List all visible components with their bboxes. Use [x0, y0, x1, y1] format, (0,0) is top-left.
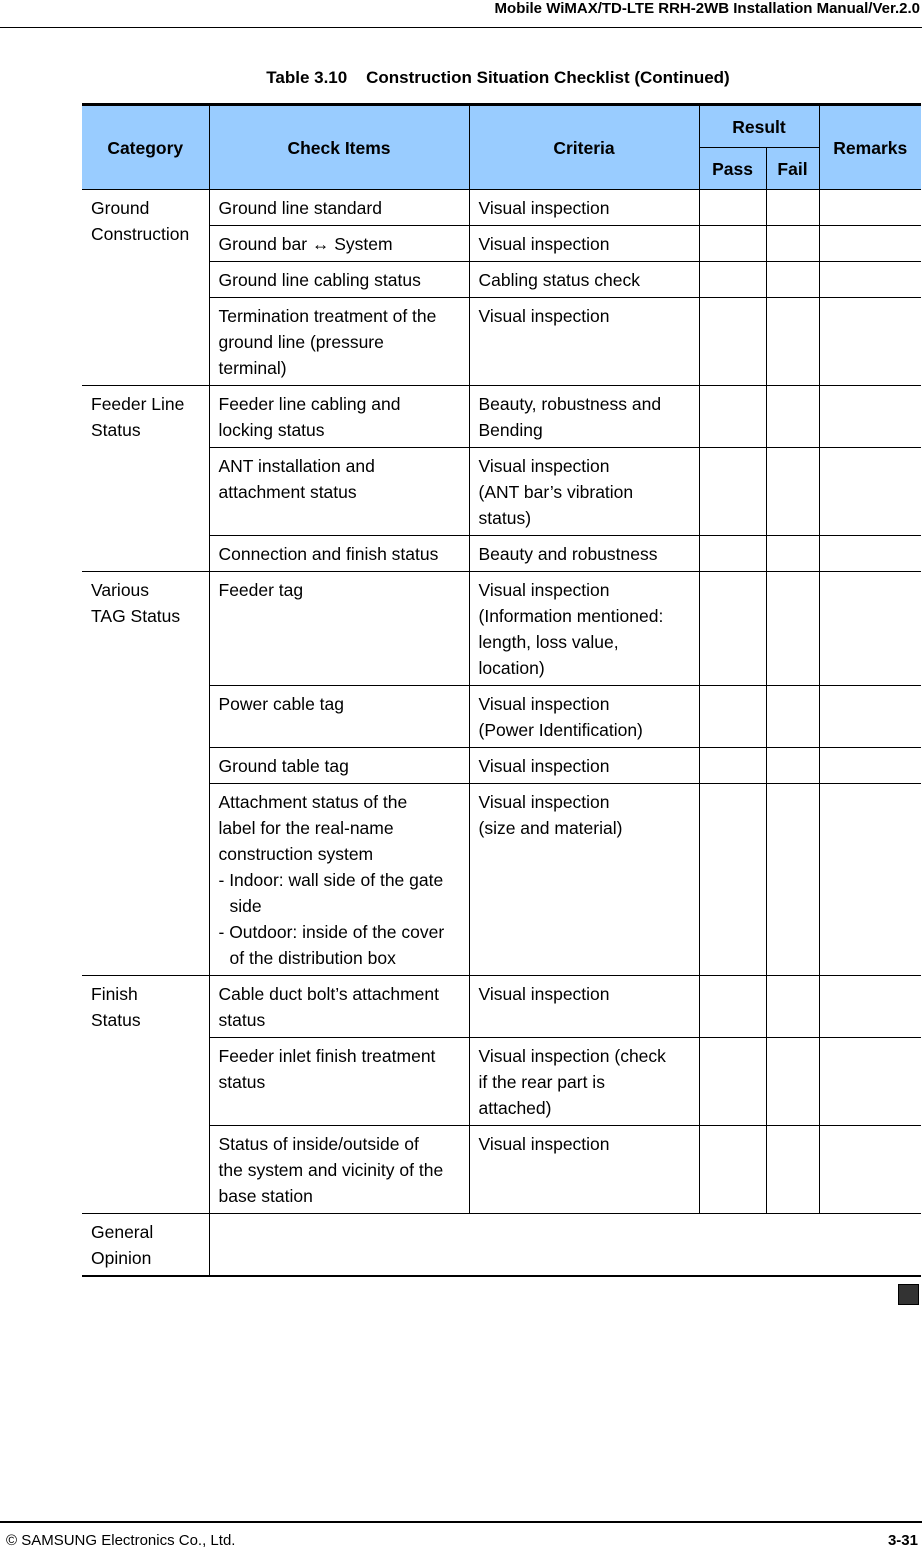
- cell-line: - Outdoor: inside of the cover of the distribution box: [218, 922, 445, 968]
- pass-cell[interactable]: [699, 190, 766, 226]
- criteria-cell: [469, 262, 699, 298]
- page-number: 3-31: [887, 1532, 918, 1549]
- cell-line: Power cable tag: [218, 694, 344, 714]
- criteria-cell: [469, 1038, 699, 1126]
- check-item-cell: [209, 572, 469, 686]
- criteria-cell: [469, 536, 699, 572]
- cell-line: Ground line cabling status: [218, 270, 421, 290]
- remarks-cell[interactable]: [819, 748, 921, 784]
- check-item-cell: [209, 298, 469, 386]
- cell-line: location): [478, 658, 545, 678]
- cell-line: Status: [91, 420, 141, 440]
- cell-line: Beauty, robustness and: [478, 394, 662, 414]
- cell-line: Attachment status of the: [218, 792, 408, 812]
- table-row: [82, 190, 921, 226]
- cell-line: TAG Status: [91, 606, 181, 626]
- cell-line: construction system: [218, 844, 374, 864]
- cell-line: Cable duct bolt’s attachment: [218, 984, 440, 1004]
- remarks-cell[interactable]: [819, 1038, 921, 1126]
- wimax-logo-icon: [898, 1284, 919, 1305]
- check-item-cell: [209, 190, 469, 226]
- remarks-cell[interactable]: [819, 298, 921, 386]
- cell-line: Feeder line cabling and: [218, 394, 401, 414]
- cell-line: (Information mentioned:: [478, 606, 664, 626]
- category-cell: [82, 976, 209, 1214]
- cell-line: (Power Identification): [478, 720, 643, 740]
- general-opinion-label: [82, 1214, 209, 1277]
- fail-cell[interactable]: [766, 686, 819, 748]
- cell-line: ground line (pressure: [218, 332, 384, 352]
- fail-cell[interactable]: [766, 748, 819, 784]
- cell-line: status: [218, 1072, 266, 1092]
- pass-cell[interactable]: [699, 572, 766, 686]
- general-opinion-field[interactable]: [209, 1214, 921, 1277]
- copyright: © SAMSUNG Electronics Co., Ltd.: [6, 1532, 236, 1549]
- pass-cell[interactable]: [699, 262, 766, 298]
- cell-line: locking status: [218, 420, 325, 440]
- cell-line: Termination treatment of the: [218, 306, 437, 326]
- cell-line: terminal): [218, 358, 287, 378]
- pass-cell[interactable]: [699, 784, 766, 976]
- check-item-cell: [209, 448, 469, 536]
- fail-cell[interactable]: [766, 448, 819, 536]
- cell-line: Visual inspection: [478, 234, 610, 254]
- cell-line: label for the real-name: [218, 818, 394, 838]
- pass-cell[interactable]: [699, 298, 766, 386]
- header-check-items: Check Items: [209, 105, 469, 190]
- header-remarks: Remarks: [819, 105, 921, 190]
- pass-cell[interactable]: [699, 1038, 766, 1126]
- criteria-cell: [469, 572, 699, 686]
- fail-cell[interactable]: [766, 1126, 819, 1214]
- remarks-cell[interactable]: [819, 976, 921, 1038]
- check-item-cell: [209, 1038, 469, 1126]
- cell-line: Cabling status check: [478, 270, 640, 290]
- cell-line: Bending: [478, 420, 543, 440]
- criteria-cell: [469, 226, 699, 262]
- criteria-cell: [469, 190, 699, 226]
- table-row: [82, 976, 921, 1038]
- cell-line: the system and vicinity of the: [218, 1160, 444, 1180]
- table-header: [82, 105, 921, 190]
- fail-cell[interactable]: [766, 190, 819, 226]
- fail-cell[interactable]: [766, 784, 819, 976]
- check-item-cell: [209, 226, 469, 262]
- pass-cell[interactable]: [699, 386, 766, 448]
- pass-cell[interactable]: [699, 1126, 766, 1214]
- fail-cell[interactable]: [766, 572, 819, 686]
- cell-line: Visual inspection: [478, 694, 610, 714]
- fail-cell[interactable]: [766, 1038, 819, 1126]
- category-cell: [82, 386, 209, 572]
- remarks-cell[interactable]: [819, 536, 921, 572]
- fail-cell[interactable]: [766, 262, 819, 298]
- fail-cell[interactable]: [766, 298, 819, 386]
- cell-line: status: [218, 1010, 266, 1030]
- check-item-cell: [209, 686, 469, 748]
- criteria-cell: [469, 784, 699, 976]
- criteria-cell: [469, 686, 699, 748]
- cell-line: Visual inspection: [478, 792, 610, 812]
- cell-line: (size and material): [478, 818, 623, 838]
- header-category: Category: [82, 105, 209, 190]
- pass-cell[interactable]: [699, 748, 766, 784]
- cell-line: Visual inspection: [478, 1134, 610, 1154]
- cell-line: Visual inspection: [478, 306, 610, 326]
- fail-cell[interactable]: [766, 536, 819, 572]
- manual-title: Mobile WiMAX/TD-LTE RRH-2WB Installation Manual/Ver.2.0: [494, 0, 920, 17]
- cell-line: Feeder tag: [218, 580, 304, 600]
- cell-line: ANT installation and: [218, 456, 375, 476]
- table-row: [82, 386, 921, 448]
- criteria-cell: [469, 976, 699, 1038]
- check-item-cell: [209, 976, 469, 1038]
- page-footer: [0, 1521, 922, 1553]
- header-fail: Fail: [766, 148, 819, 190]
- header-criteria: Criteria: [469, 105, 699, 190]
- cell-line: Connection and finish status: [218, 544, 439, 564]
- cell-line: Visual inspection (check: [478, 1046, 666, 1066]
- cell-line: General: [91, 1222, 154, 1242]
- criteria-cell: [469, 298, 699, 386]
- category-cell: [82, 190, 209, 386]
- remarks-cell[interactable]: [819, 226, 921, 262]
- criteria-cell: [469, 386, 699, 448]
- cell-line: Ground: [91, 198, 150, 218]
- remarks-cell[interactable]: [819, 262, 921, 298]
- cell-line: status): [478, 508, 532, 528]
- check-item-cell: [209, 536, 469, 572]
- cell-line: length, loss value,: [478, 632, 619, 652]
- cell-line: Ground bar ↔ System: [218, 234, 393, 254]
- cell-line: attached): [478, 1098, 552, 1118]
- cell-line: Various: [91, 580, 150, 600]
- table-caption: Table 3.10 Construction Situation Checklist (Continued): [266, 68, 730, 87]
- remarks-cell[interactable]: [819, 686, 921, 748]
- check-item-cell: [209, 386, 469, 448]
- fail-cell[interactable]: [766, 976, 819, 1038]
- cell-line: Visual inspection: [478, 580, 610, 600]
- cell-line: Feeder inlet finish treatment: [218, 1046, 436, 1066]
- table-body: [82, 190, 921, 1277]
- remarks-cell[interactable]: [819, 784, 921, 976]
- pass-cell[interactable]: [699, 536, 766, 572]
- pass-cell[interactable]: [699, 686, 766, 748]
- remarks-cell[interactable]: [819, 1126, 921, 1214]
- cell-line: base station: [218, 1186, 313, 1206]
- cell-line: Finish: [91, 984, 138, 1004]
- header-pass: Pass: [699, 148, 766, 190]
- cell-line: Visual inspection: [478, 456, 610, 476]
- check-item-cell: [209, 1126, 469, 1214]
- pass-cell[interactable]: [699, 226, 766, 262]
- cell-line: Status: [91, 1010, 141, 1030]
- cell-line: Feeder Line: [91, 394, 185, 414]
- page-header: [0, 0, 922, 28]
- fail-cell[interactable]: [766, 226, 819, 262]
- cell-line: Visual inspection: [478, 198, 610, 218]
- cell-line: Status of inside/outside of: [218, 1134, 419, 1154]
- cell-line: - Indoor: wall side of the gate side: [218, 870, 444, 916]
- check-item-cell: [209, 748, 469, 784]
- cell-line: Beauty and robustness: [478, 544, 658, 564]
- check-item-cell: [209, 784, 469, 976]
- cell-line: (ANT bar’s vibration: [478, 482, 634, 502]
- criteria-cell: [469, 1126, 699, 1214]
- cell-line: Visual inspection: [478, 984, 610, 1004]
- checklist-table: [82, 103, 921, 1277]
- category-cell: [82, 572, 209, 976]
- cell-line: Construction: [91, 224, 190, 244]
- fail-cell[interactable]: [766, 386, 819, 448]
- cell-line: if the rear part is: [478, 1072, 605, 1092]
- remarks-cell[interactable]: [819, 190, 921, 226]
- cell-line: Ground table tag: [218, 756, 349, 776]
- cell-line: Ground line standard: [218, 198, 382, 218]
- table-row: [82, 572, 921, 686]
- remarks-cell[interactable]: [819, 386, 921, 448]
- criteria-cell: [469, 748, 699, 784]
- criteria-cell: [469, 448, 699, 536]
- pass-cell[interactable]: [699, 448, 766, 536]
- cell-line: Visual inspection: [478, 756, 610, 776]
- cell-line: Opinion: [91, 1248, 152, 1268]
- check-item-cell: [209, 262, 469, 298]
- header-result: Result: [699, 105, 819, 148]
- remarks-cell[interactable]: [819, 448, 921, 536]
- general-opinion-row: [82, 1214, 921, 1277]
- cell-line: attachment status: [218, 482, 357, 502]
- pass-cell[interactable]: [699, 976, 766, 1038]
- remarks-cell[interactable]: [819, 572, 921, 686]
